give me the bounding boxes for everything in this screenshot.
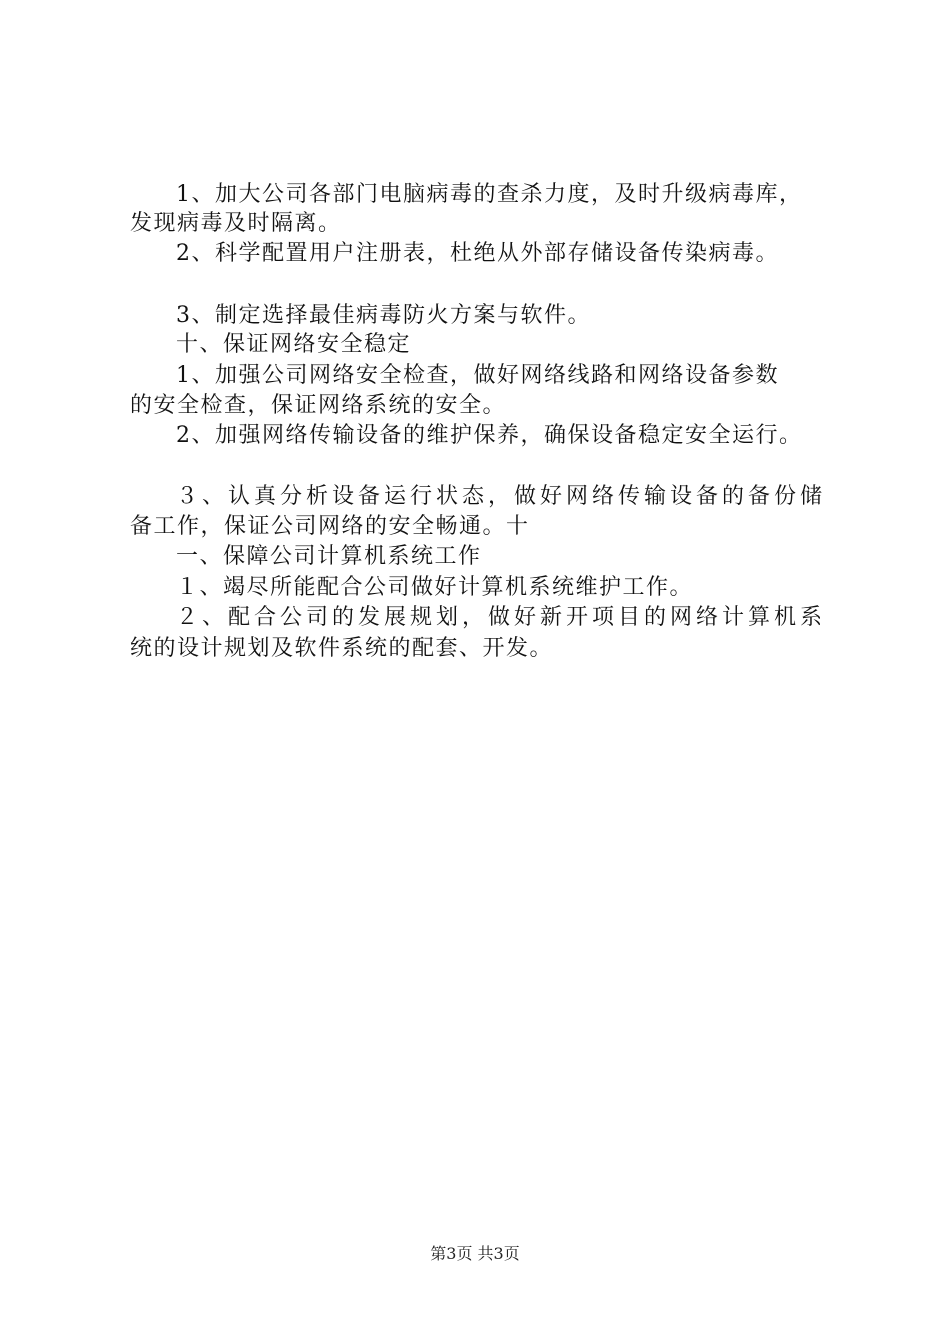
paragraph-line: 2、加强网络传输设备的维护保养，确保设备稳定安全运行。 bbox=[176, 423, 803, 448]
section-heading: 一、保障公司计算机系统工作 bbox=[176, 544, 482, 569]
paragraph-line: 1、加强公司网络安全检查，做好网络线路和网络设备参数 bbox=[176, 363, 779, 388]
paragraph-line: ３、认真分析设备运行状态，做好网络传输设备的备份储 bbox=[176, 484, 827, 509]
paragraph-line: 2、科学配置用户注册表，杜绝从外部存储设备传染病毒。 bbox=[176, 241, 779, 266]
page-number-footer: 第3页 共3页 bbox=[430, 1244, 520, 1263]
paragraph-line: 3、制定选择最佳病毒防火方案与软件。 bbox=[176, 303, 591, 328]
paragraph-line: 统的设计规划及软件系统的配套、开发。 bbox=[130, 636, 554, 661]
paragraph-line: 的安全检查，保证网络系统的安全。 bbox=[130, 393, 507, 418]
paragraph-line: 发现病毒及时隔离。 bbox=[130, 211, 342, 236]
paragraph-line: 备工作，保证公司网络的安全畅通。十 bbox=[130, 514, 530, 539]
paragraph-line: ２、配合公司的发展规划，做好新开项目的网络计算机系 bbox=[176, 605, 827, 630]
section-heading: 十、保证网络安全稳定 bbox=[176, 332, 412, 357]
paragraph-line: 1、加大公司各部门电脑病毒的查杀力度，及时升级病毒库， bbox=[176, 182, 803, 207]
paragraph-line: １、竭尽所能配合公司做好计算机系统维护工作。 bbox=[176, 575, 694, 600]
